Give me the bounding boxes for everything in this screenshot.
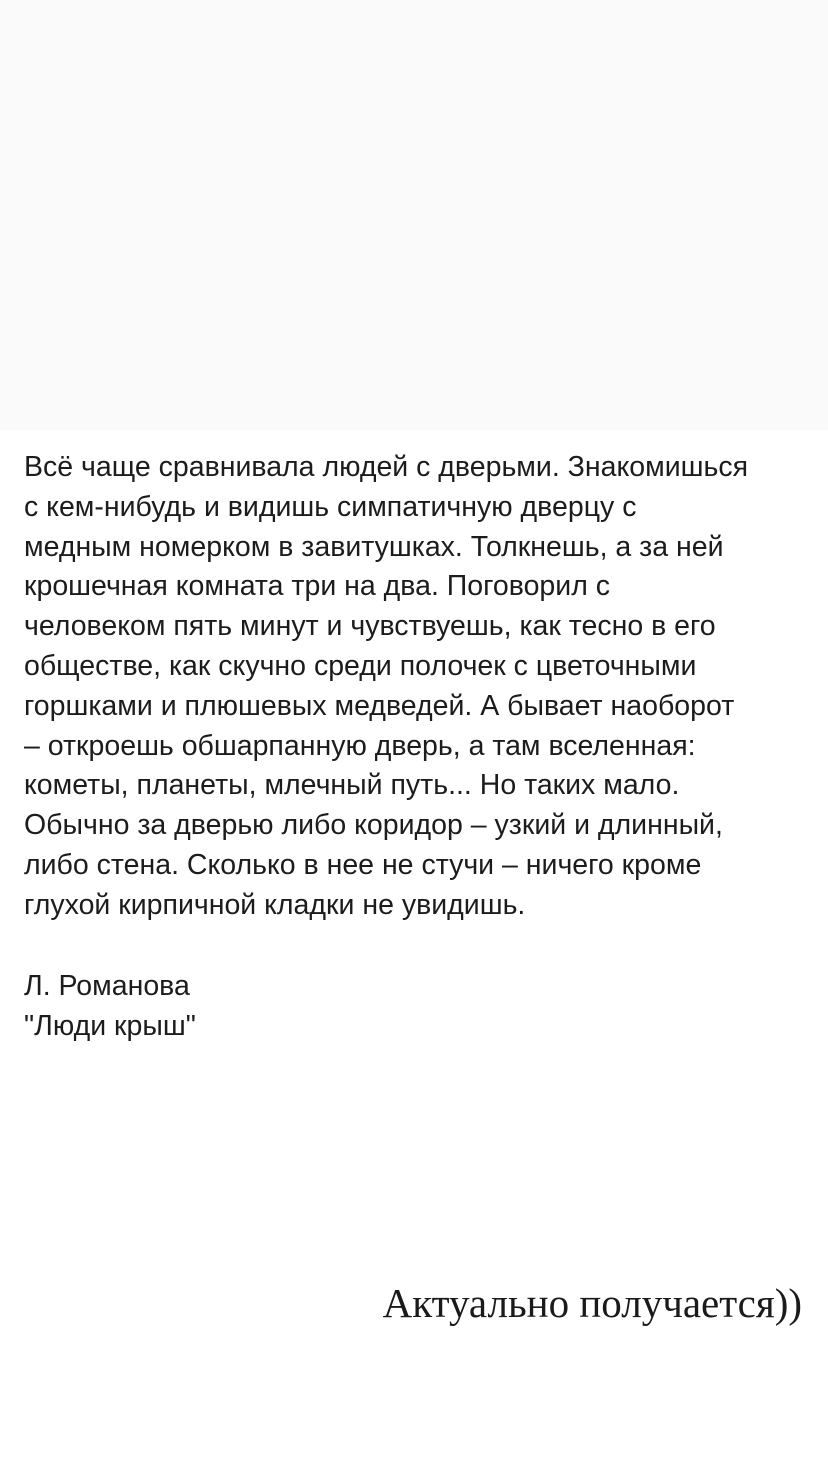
quote-text [24, 448, 814, 926]
quote-line: горшками и плюшевых медведей. А бывает наоборот [24, 689, 735, 722]
book-title: "Люди крыш" [24, 1010, 196, 1042]
blank-image-area [0, 0, 828, 430]
attribution [24, 966, 196, 1046]
quote-line: обществе, как скучно среди полочек с цветочными [24, 649, 697, 682]
quote-line: Всё чаще сравнивала людей с дверьми. Знакомишься [24, 451, 749, 483]
quote-line: либо стена. Сколько в нее не стучи – ничего кроме [24, 848, 702, 881]
story-caption: Актуально получается)) [382, 1280, 802, 1326]
quote-line: Обычно за дверью либо коридор – узкий и длинный, [24, 809, 723, 842]
author-name: Л. Романова [24, 970, 190, 1002]
quote-line: кометы, планеты, млечный путь... Но таких мало. [24, 769, 680, 802]
quote-line: – откроешь обшарпанную дверь, а там вселенная: [24, 729, 696, 762]
quote-line: медным номерком в завитушках. Толкнешь, а за ней [24, 530, 724, 563]
quote-line: с кем-нибудь и видишь симпатичную дверцу с [24, 490, 637, 523]
quote-line: человеком пять минут и чувствуешь, как тесно в его [24, 610, 716, 643]
quote-line: глухой кирпичной кладки не увидишь. [24, 888, 526, 921]
quote-line: крошечная комната три на два. Поговорил с [24, 570, 611, 603]
